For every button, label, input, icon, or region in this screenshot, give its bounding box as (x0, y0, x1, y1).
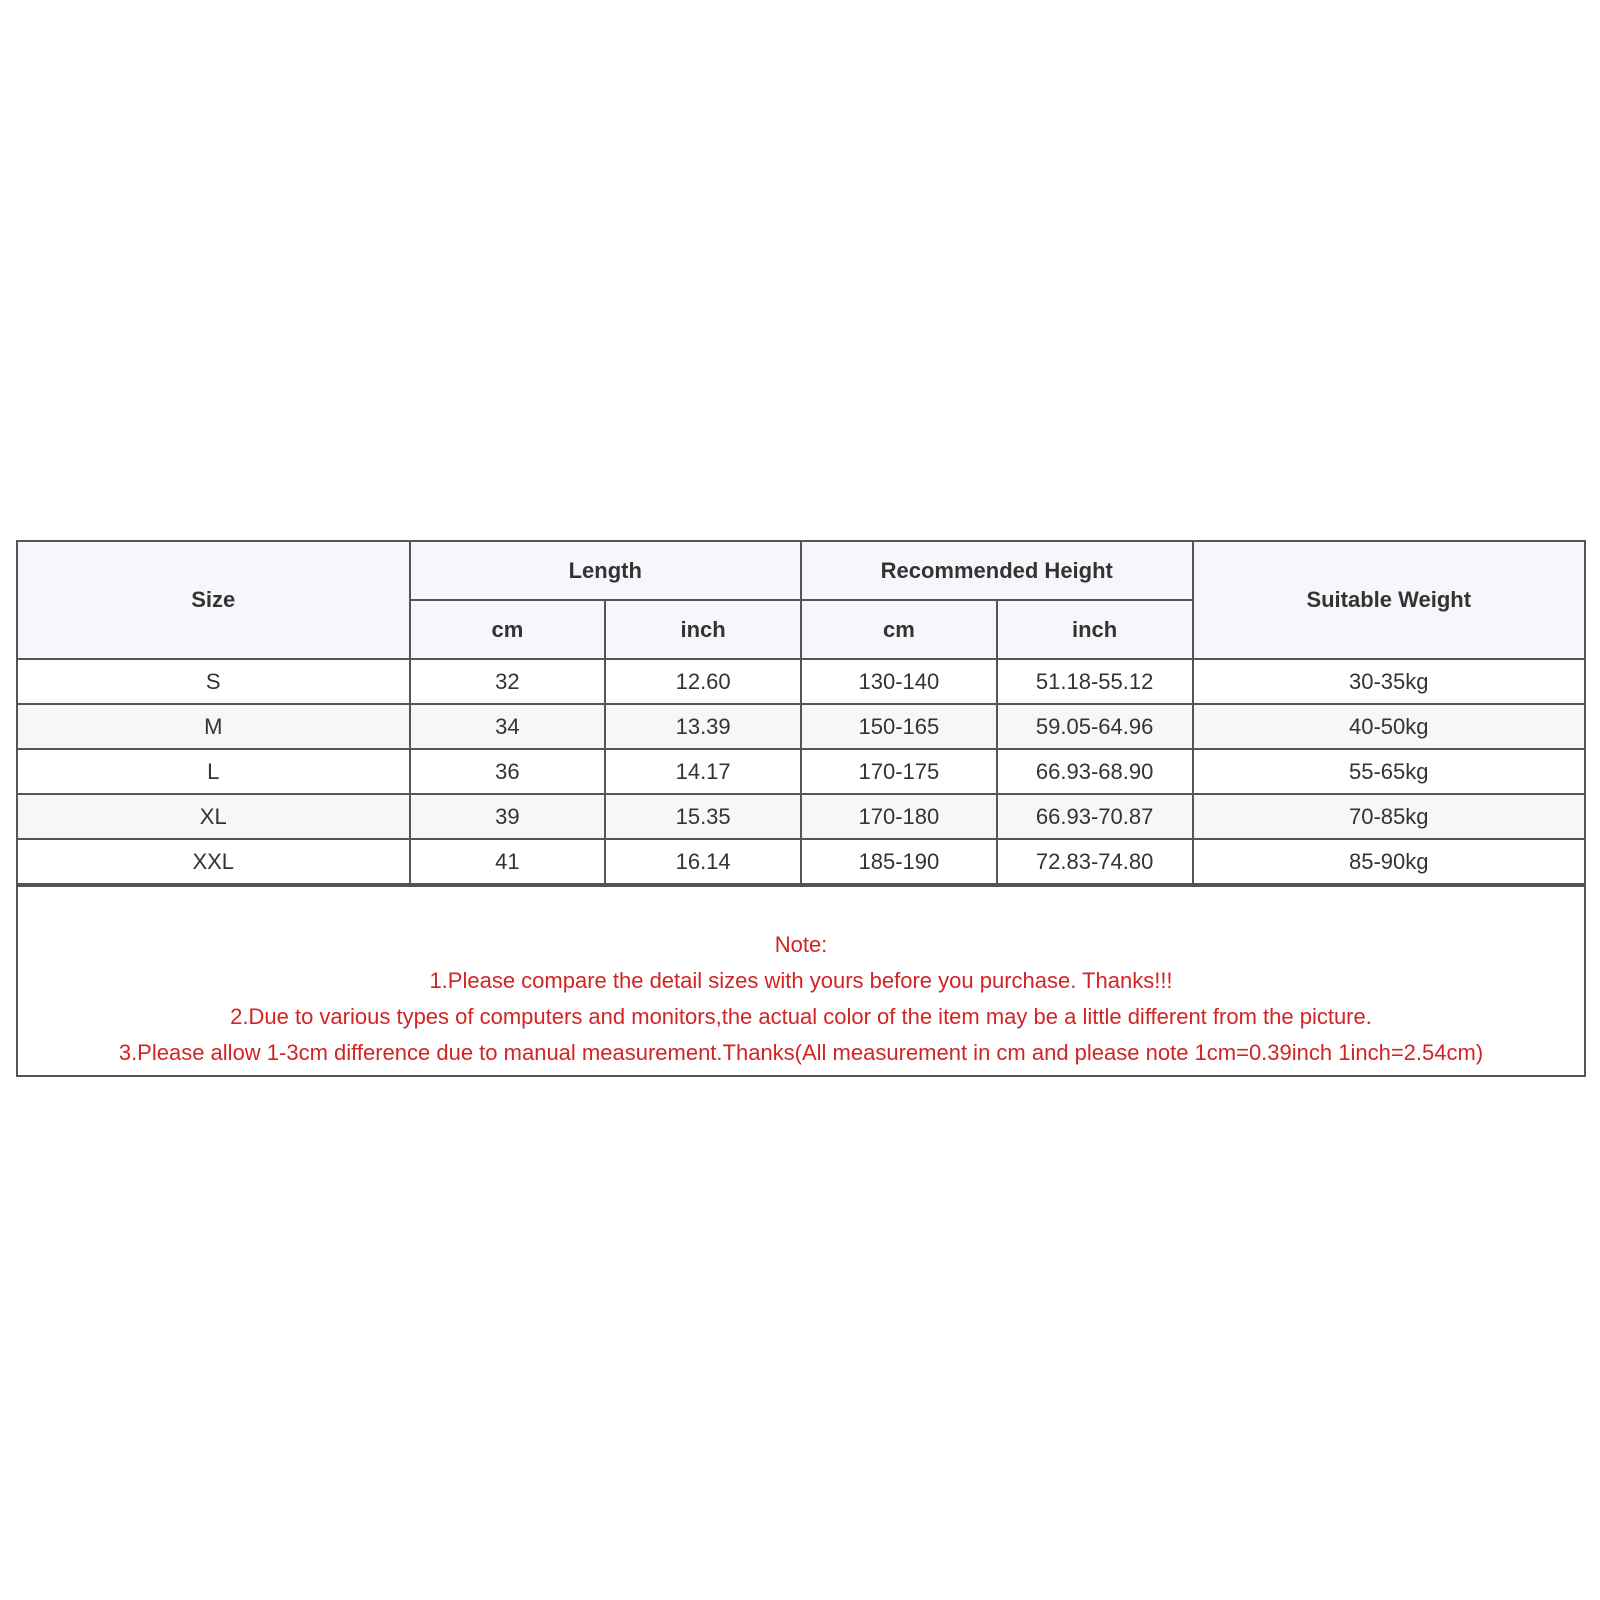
note-line-2: 2.Due to various types of computers and monitors,the actual color of the item may be a little different from the picture. (230, 1004, 1372, 1029)
cell-weight: 70-85kg (1193, 794, 1585, 839)
table-row (18, 794, 1584, 839)
cell-height-cm: 170-180 (801, 794, 997, 839)
cell-height-cm: 130-140 (801, 659, 997, 704)
cell-height-inch: 59.05-64.96 (997, 704, 1193, 749)
cell-height-cm: 170-175 (801, 749, 997, 794)
table-row (18, 749, 1584, 794)
size-table-body (18, 659, 1584, 884)
size-table (18, 542, 1584, 885)
note-line-3: 3.Please allow 1-3cm difference due to manual measurement.Thanks(All measurement in cm and please note 1cm=0.39inch 1inch=2.54cm) (118, 1040, 1484, 1065)
cell-length-inch: 15.35 (605, 794, 801, 839)
header-size: Size (18, 542, 410, 659)
cell-weight: 30-35kg (1193, 659, 1585, 704)
header-height-cm: cm (801, 600, 997, 659)
table-row (18, 839, 1584, 884)
cell-size: L (18, 749, 410, 794)
cell-size: M (18, 704, 410, 749)
cell-weight: 40-50kg (1193, 704, 1585, 749)
note-line-1: 1.Please compare the detail sizes with yours before you purchase. Thanks!!! (429, 968, 1173, 993)
cell-weight: 85-90kg (1193, 839, 1585, 884)
cell-height-inch: 66.93-70.87 (997, 794, 1193, 839)
cell-length-cm: 39 (410, 794, 606, 839)
header-length: Length (410, 542, 802, 600)
notes-section (18, 885, 1584, 1075)
cell-length-inch: 14.17 (605, 749, 801, 794)
header-length-cm: cm (410, 600, 606, 659)
cell-length-cm: 34 (410, 704, 606, 749)
cell-length-cm: 32 (410, 659, 606, 704)
header-height-inch: inch (997, 600, 1193, 659)
table-row (18, 704, 1584, 749)
cell-height-inch: 51.18-55.12 (997, 659, 1193, 704)
cell-length-inch: 12.60 (605, 659, 801, 704)
cell-size: XXL (18, 839, 410, 884)
cell-height-inch: 66.93-68.90 (997, 749, 1193, 794)
header-recommended-height: Recommended Height (801, 542, 1193, 600)
cell-weight: 55-65kg (1193, 749, 1585, 794)
cell-height-cm: 150-165 (801, 704, 997, 749)
cell-size: XL (18, 794, 410, 839)
note-title: Note: (774, 932, 828, 957)
table-row (18, 659, 1584, 704)
cell-length-inch: 16.14 (605, 839, 801, 884)
size-chart (16, 540, 1586, 1077)
cell-height-cm: 185-190 (801, 839, 997, 884)
header-length-inch: inch (605, 600, 801, 659)
cell-length-inch: 13.39 (605, 704, 801, 749)
cell-height-inch: 72.83-74.80 (997, 839, 1193, 884)
header-row-top (18, 542, 1584, 600)
header-suitable-weight: Suitable Weight (1193, 542, 1585, 659)
cell-length-cm: 41 (410, 839, 606, 884)
cell-size: S (18, 659, 410, 704)
cell-length-cm: 36 (410, 749, 606, 794)
